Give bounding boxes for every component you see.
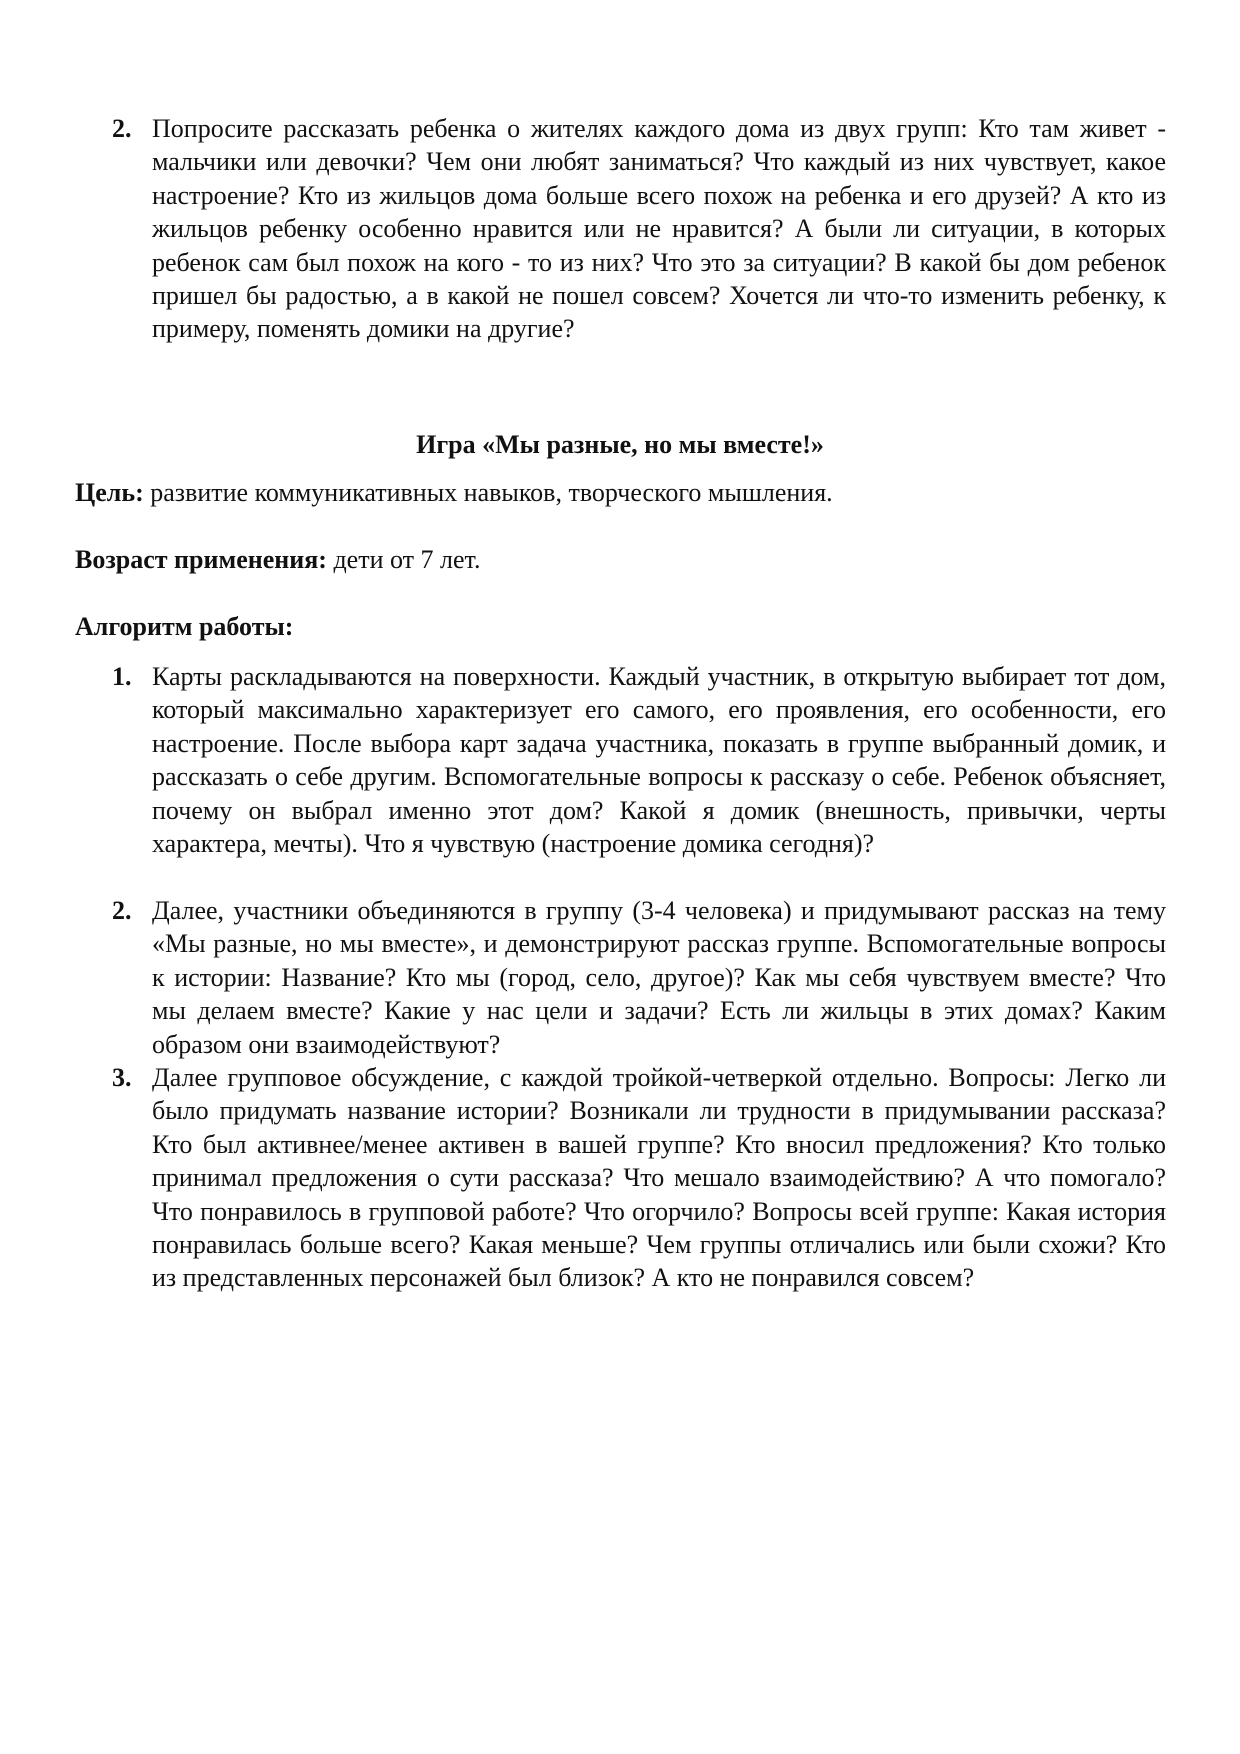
step-number: 2. [112,896,132,925]
list-item-text: Попросите рассказать ребенка о жителях каждого дома из двух групп: Кто там живет - мальчики или девочки? Чем они любят заниматься? Что каждый из них чувствует, какое настроение? Кто из жильцов дома больше всего похож на ребенка и его друзей? А кто из жильцов ребенку особенно нравится или не нравится? А были ли ситуации, в которых ребенок сам был похож на кого - то из них? Что это за ситуации? В какой бы дом ребенок пришел бы радостью, а в какой не пошел совсем? Хочется ли что-то изменить ребенку, к примеру, поменять домики на другие? [152,114,1166,344]
step-2 [112,894,1166,1061]
goal-text: развитие коммуникативных навыков, творческого мышления. [143,478,833,507]
goal-label: Цель: [75,478,144,507]
age-paragraph [75,543,1165,576]
goal-paragraph [75,476,1165,509]
step-text: Карты раскладываются на поверхности. Каждый участник, в открытую выбирает тот дом, который максимально характеризует его самого, его проявления, его особенности, его настроение. После выбора карт задача участника, показать в группе выбранный домик, и рассказать о себе другим. Вспомогательные вопросы к рассказу о себе. Ребенок объясняет, почему он выбрал именно этот дом? Какой я домик (внешность, привычки, черты характера, мечты). Что я чувствую (настроение домика сегодня)? [152,662,1166,859]
age-label: Возраст применения: [75,545,327,574]
age-text: дети от 7 лет. [326,545,481,574]
step-text: Далее, участники объединяются в группу (3-4 человека) и придумывают рассказ на тему «Мы разные, но мы вместе», и демонстрируют рассказ группе. Вспомогательные вопросы к истории: Название? Кто мы (город, село, другое)? Как мы себя чувствуем вместе? Что мы делаем вместе? Какие у нас цели и задачи? Есть ли жильцы в этих домах? Каким образом они взаимодействуют? [152,896,1166,1059]
step-3 [112,1061,1166,1295]
step-1 [112,660,1166,860]
step-number: 1. [112,662,132,691]
list-number: 2. [112,114,132,143]
algorithm-heading: Алгоритм работы: [75,612,294,641]
step-text: Далее групповое обсуждение, с каждой тройкой-четверкой отдельно. Вопросы: Легко ли было придумать название истории? Возникали ли трудности в придумывании рассказа? Кто был активнее/менее активен в вашей группе? Кто вносил предложения? Кто только принимал предложения о сути рассказа? Что мешало взаимодействию? А что помогало? Что понравилось в групповой работе? Что огорчило? Вопросы всей группе: Какая история понравилась больше всего? Какая меньше? Чем группы отличались или были схожи? Кто из представленных персонажей был близок? А кто не понравился совсем? [152,1063,1166,1293]
list-item-2-intro [112,112,1166,346]
game-title: Игра «Мы разные, но мы вместе!» [416,430,824,459]
step-number: 3. [112,1063,132,1092]
